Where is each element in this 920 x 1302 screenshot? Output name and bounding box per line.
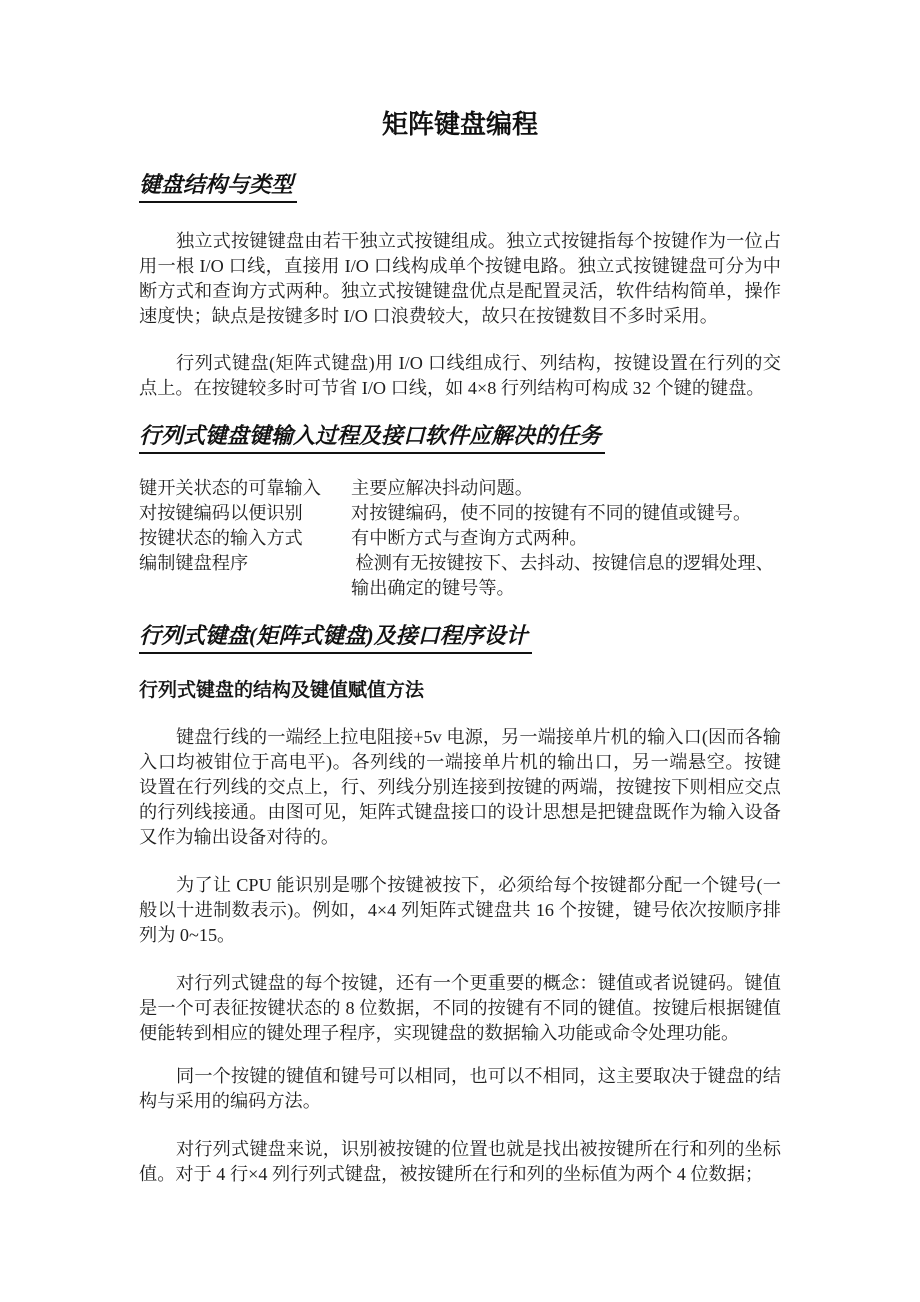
section-heading-text: 行列式键盘键输入过程及接口软件应解决的任务 bbox=[139, 421, 605, 454]
task-row bbox=[139, 526, 781, 551]
task-desc: 检测有无按键按下、去抖动、按键信息的逻辑处理、输出确定的键号等。 bbox=[351, 553, 774, 598]
paragraph-value-vs-number: 同一个按键的键值和键号可以相同，也可以不相同，这主要取决于键盘的结构与采用的编码方法。 bbox=[139, 1066, 781, 1111]
task-table bbox=[139, 476, 781, 601]
paragraph-independent-keys: 独立式按键键盘由若干独立式按键组成。独立式按键指每个按键作为一位占用一根 I/O 口线，直接用 I/O 口线构成单个按键电路。独立式按键键盘可分为中断方式和查询方式两种。独立式按键键盘优点是配置灵活，软件结构简单，操作速度快；缺点是按键多时 I/O 口浪费较大，故只在按键数目不多时采用。 bbox=[139, 231, 781, 326]
document-title: 矩阵键盘编程 bbox=[381, 110, 538, 139]
section-heading-interface-program-design bbox=[139, 621, 781, 654]
task-term: 键开关状态的可靠输入 bbox=[139, 478, 321, 498]
section-heading-text: 键盘结构与类型 bbox=[139, 170, 297, 203]
task-row bbox=[139, 501, 781, 526]
section-heading-input-process-tasks bbox=[139, 421, 781, 454]
task-term: 按键状态的输入方式 bbox=[139, 528, 303, 548]
task-desc: 有中断方式与查询方式两种。 bbox=[351, 528, 588, 548]
paragraph-position-coordinates: 对行列式键盘来说，识别被按键的位置也就是找出被按键所在行和列的坐标值。对于 4 行×4 列行列式键盘，被按键所在行和列的坐标值为两个 4 位数据； bbox=[139, 1139, 781, 1184]
subsection-heading-structure-keyvalue: 行列式键盘的结构及键值赋值方法 bbox=[139, 680, 425, 701]
paragraph-key-value: 对行列式键盘的每个按键，还有一个更重要的概念：键值或者说键码。键值是一个可表征按键状态的 8 位数据，不同的按键有不同的键值。按键后根据键值便能转到相应的键处理子程序，实现键盘的数据输入功能或命令处理功能。 bbox=[139, 973, 781, 1043]
task-term: 对按键编码以便识别 bbox=[139, 503, 303, 523]
task-desc: 主要应解决抖动问题。 bbox=[351, 478, 533, 498]
task-desc: 对按键编码，使不同的按键有不同的键值或键号。 bbox=[351, 503, 752, 523]
section-heading-text: 行列式键盘(矩阵式键盘)及接口程序设计 bbox=[139, 621, 532, 654]
task-term: 编制键盘程序 bbox=[139, 553, 249, 573]
section-heading-keyboard-structure bbox=[139, 170, 781, 203]
paragraph-key-number: 为了让 CPU 能识别是哪个按键被按下，必须给每个按键都分配一个键号(一般以十进制数表示)。例如，4×4 列矩阵式键盘共 16 个按键，键号依次按顺序排列为 0~15。 bbox=[139, 875, 781, 945]
paragraph-matrix-keyboard-intro: 行列式键盘(矩阵式键盘)用 I/O 口线组成行、列结构，按键设置在行列的交点上。在按键较多时可节省 I/O 口线，如 4×8 行列结构可构成 32 个键的键盘。 bbox=[139, 353, 781, 398]
task-row bbox=[139, 476, 781, 501]
task-row bbox=[139, 551, 781, 601]
paragraph-row-column-wiring: 键盘行线的一端经上拉电阻接+5v 电源，另一端接单片机的输入口(因而各输入口均被钳位于高电平)。各列线的一端接单片机的输出口，另一端悬空。按键设置在行列线的交点上，行、列线分别连接到按键的两端，按键按下则相应交点的行列线接通。由图可见，矩阵式键盘接口的设计思想是把键盘既作为输入设备又作为输出设备对待的。 bbox=[139, 727, 781, 847]
